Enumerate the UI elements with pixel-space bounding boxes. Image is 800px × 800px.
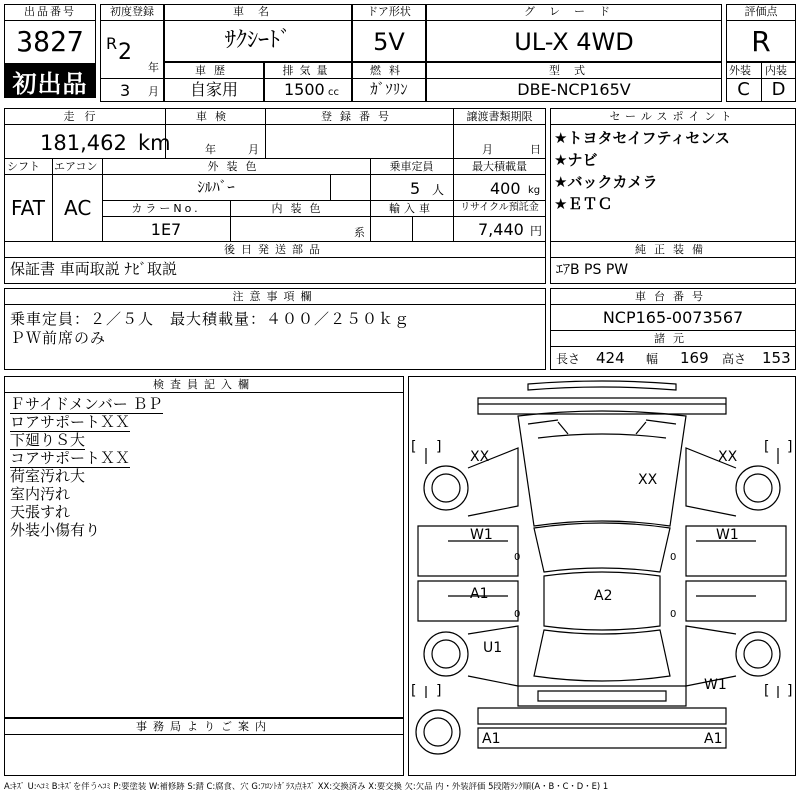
inspection-month-unit: 月 (248, 143, 259, 156)
month-unit: 月 (148, 85, 159, 98)
era: R (106, 34, 118, 53)
color-no-label: カラーNo. (131, 202, 201, 215)
exterior-grade: C (737, 79, 750, 100)
damage-mark-left-quarter: U1 (483, 640, 503, 656)
equipment-value: ｴｱB PS PW (556, 262, 629, 278)
ac-label: エアコン (54, 160, 98, 173)
first-listing-badge: 初出品 (4, 64, 96, 98)
first-registration-label: 初度登録 (110, 5, 154, 18)
interior-color-label: 内装色 (271, 202, 329, 215)
bracket-mark: ] (436, 683, 442, 699)
damage-mark-right-rear: W1 (704, 677, 727, 693)
color: ｼﾙﾊﾞｰ (197, 178, 235, 196)
inspector-note: Ｆサイドメンバー ＢＰ (10, 395, 163, 413)
import-label: 輸入車 (389, 202, 434, 215)
inspector-note: 天張すれ (10, 503, 71, 521)
width: 169 (680, 349, 709, 367)
score-label: 評価点 (744, 5, 778, 18)
inspector-note: 外装小傷有り (10, 521, 101, 539)
bracket-mark: ] (787, 439, 793, 455)
month: 3 (120, 81, 131, 100)
later-parts: 保証書 車両取説 ﾅﾋﾞ取説 (10, 260, 178, 278)
inspector-note: 荷室汚れ大 (10, 467, 86, 485)
inspection-year-unit: 年 (205, 143, 216, 156)
length: 424 (596, 349, 625, 367)
registration-label: 登録番号 (321, 110, 397, 123)
recycle-fee: 7,440 (478, 220, 524, 239)
ac: AC (64, 196, 92, 220)
inspection-label: 車検 (196, 110, 234, 123)
model-code: DBE-NCP165V (517, 80, 631, 99)
sales-point-item: ★トヨタセイフティセンス (554, 129, 730, 147)
max-load-label: 最大積載量 (472, 160, 527, 173)
sales-point-item: ★ＥＴＣ (554, 195, 613, 213)
capacity: 5 (410, 179, 421, 198)
legend: A:ｷｽﾞ U:ﾍｺﾐ B:ｷｽﾞを伴うﾍｺﾐ P:要塗装 W:補修跡 S:錆 C:腐食、穴 G:ﾌﾛﾝﾄｶﾞﾗｽ点ｷｽﾞ XX:交換済み X:要交換 欠:欠品 内・外装評価 5段階ﾗﾝｸ順(A・B・C・D・E) 1 (4, 782, 609, 791)
sales-point-item: ★ナビ (554, 151, 598, 169)
lot-number: 3827 (16, 25, 84, 58)
score: R (751, 25, 771, 58)
caution-line: 乗車定員：２／５人 最大積載量：４００／２５０ｋｇ (10, 310, 411, 328)
max-load-unit: kg (528, 185, 541, 196)
interior-color-unit: 系 (354, 226, 365, 239)
capacity-label: 乗車定員 (389, 160, 434, 173)
chassis-number: NCP165-0073567 (602, 308, 744, 327)
bracket-mark: [ (764, 439, 770, 455)
era-year: 2 (118, 40, 132, 65)
inspector-label: 検査員記入欄 (153, 378, 255, 391)
shift-label: シフト (7, 160, 40, 173)
damage-mark-front-right: XX (718, 449, 738, 465)
damage-mark-hood: XX (638, 472, 658, 488)
inspector-note: ロアサポートＸＸ (10, 413, 131, 431)
fuel-label: 燃料 (370, 64, 408, 77)
door-type: 5V (373, 28, 405, 56)
grade: UL-X 4WD (514, 28, 634, 56)
transfer-month-unit: 月 (482, 143, 493, 156)
model-code-label: 型式 (549, 64, 599, 77)
car-diagram (408, 376, 796, 776)
damage-mark-left-front-door: W1 (470, 527, 493, 543)
bracket-mark: [ (764, 683, 770, 699)
interior-label: 内装 (765, 64, 787, 77)
displacement-unit: cc (328, 87, 339, 98)
displacement-label: 排気量 (282, 64, 334, 77)
max-load: 400 (490, 179, 521, 198)
door-label: ドア形状 (367, 5, 411, 18)
later-parts-label: 後日発送部品 (224, 243, 326, 256)
damage-mark-roof: A2 (594, 588, 613, 604)
exterior-label: 外装 (729, 64, 751, 77)
equipment-label: 純正装備 (635, 243, 711, 256)
inspector-note: 下廻りＳ大 (10, 431, 86, 449)
bracket-mark: ] (787, 683, 793, 699)
damage-mark-right-front-door: W1 (716, 527, 739, 543)
bracket-mark: ] (436, 439, 442, 455)
color-label: 外装色 (207, 160, 265, 173)
chassis-label: 車台番号 (635, 290, 711, 303)
specs-label: 諸元 (654, 332, 692, 345)
capacity-unit: 人 (432, 183, 445, 197)
damage-mark-rear-right: A1 (704, 731, 723, 747)
transfer-day-unit: 日 (530, 143, 541, 156)
height-label: 高さ (722, 352, 747, 366)
lot-label: 出品番号 (24, 5, 76, 18)
color-no: 1E7 (150, 220, 182, 239)
history: 自家用 (189, 80, 238, 99)
car-name-label: 車名 (233, 5, 283, 18)
displacement: 1500 (284, 80, 325, 99)
bracket-mark: [ (411, 683, 417, 699)
mileage-label: 走行 (63, 110, 106, 123)
fuel: ｶﾞｿﾘﾝ (370, 80, 408, 98)
damage-mark-zero: 0 (514, 609, 521, 620)
damage-mark-rear-left: A1 (482, 731, 501, 747)
inspector-note: コアサポートＸＸ (10, 449, 131, 467)
shift: FAT (11, 196, 46, 220)
damage-mark-zero: 0 (670, 552, 677, 563)
sales-points-label: セールスポイント (609, 110, 737, 123)
recycle-unit: 円 (530, 224, 543, 238)
grade-label: グレード (524, 5, 624, 18)
office-label: 事務局よりご案内 (136, 720, 272, 733)
caution-label: 注意事項欄 (232, 290, 318, 303)
length-label: 長さ (556, 352, 581, 366)
caution-line: ＰＷ前席のみ (10, 329, 107, 347)
recycle-label: リサイクル預託金 (460, 202, 539, 213)
sales-point-item: ★バックカメラ (554, 173, 658, 191)
mileage: 181,462 (40, 131, 127, 155)
damage-mark-zero: 0 (670, 609, 677, 620)
height: 153 (762, 349, 791, 367)
bracket-mark: [ (411, 439, 417, 455)
width-label: 幅 (646, 352, 659, 366)
history-label: 車歴 (195, 64, 233, 77)
damage-mark-left-rear-door: A1 (470, 586, 489, 602)
inspector-note: 室内汚れ (10, 485, 71, 503)
interior-grade: D (771, 79, 786, 100)
transfer-doc-label: 譲渡書類期限 (466, 110, 533, 123)
mileage-unit: km (138, 131, 171, 155)
damage-mark-zero: 0 (514, 552, 521, 563)
damage-mark-front-left: XX (470, 449, 490, 465)
car-name: ｻｸｼｰﾄﾞ (224, 28, 291, 53)
year-unit: 年 (148, 61, 159, 74)
